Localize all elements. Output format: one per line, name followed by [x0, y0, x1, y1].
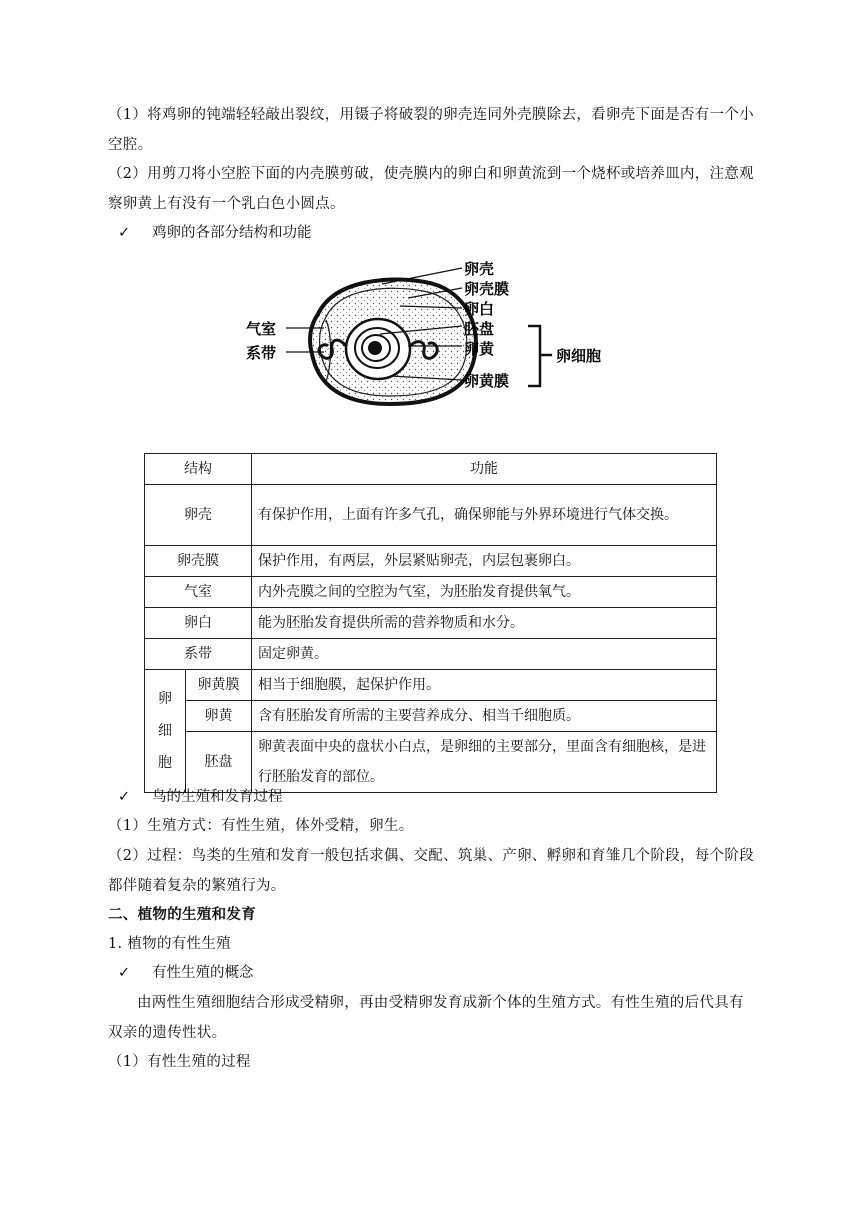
check-icon: ✓ — [118, 789, 131, 805]
cell-structure: 卵壳膜 — [145, 546, 252, 577]
cell-structure: 卵黄 — [186, 701, 252, 732]
header-structure: 结构 — [145, 454, 252, 485]
label-shell: 卵壳 — [464, 260, 495, 278]
cell-function: 有保护作用，上面有许多气孔，确保卵能与外界环境进行气体交换。 — [252, 485, 717, 546]
table-header-row — [145, 454, 717, 485]
structure-function-table — [144, 453, 717, 793]
group-char: 胞 — [158, 755, 172, 771]
table-row — [145, 670, 717, 701]
cell-structure: 胚盘 — [186, 732, 252, 793]
table-row — [145, 639, 717, 670]
label-egg-cell: 卵细胞 — [556, 347, 602, 365]
cell-structure: 卵壳 — [145, 485, 252, 546]
bullet-label: 鸡卵的各部分结构和功能 — [152, 225, 312, 241]
label-shell-membrane: 卵壳膜 — [464, 280, 510, 298]
check-icon: ✓ — [118, 965, 131, 981]
group-char: 细 — [158, 723, 172, 739]
cell-structure: 卵白 — [145, 608, 252, 639]
cell-function: 卵黄表面中央的盘状小白点，是卵细的主要部分，里面含有细胞核，是进行胚胎发育的部位。 — [252, 732, 717, 793]
table-row — [145, 577, 717, 608]
bullet-label: 鸟的生殖和发育过程 — [152, 789, 283, 805]
subheading: 1. 植物的有性生殖 — [108, 936, 231, 952]
egg-cell-bracket — [528, 326, 552, 386]
cell-function: 固定卵黄。 — [252, 639, 717, 670]
group-char: 卵 — [158, 691, 172, 707]
label-germinal-disc: 胚盘 — [464, 320, 495, 338]
bullet-bird-reproduction — [118, 782, 283, 812]
label-yolk-membrane: 卵黄膜 — [464, 372, 510, 390]
cell-structure: 系带 — [145, 639, 252, 670]
paragraph-step-1: （1）将鸡卵的钝端轻轻敲出裂纹，用镊子将破裂的卵壳连同外壳膜除去，看卵壳下面是否有一个小空腔。 — [108, 107, 754, 153]
table-row — [145, 608, 717, 639]
cell-structure: 卵黄膜 — [186, 670, 252, 701]
paragraph-process-title: （1）有性生殖的过程 — [108, 1054, 251, 1070]
check-icon: ✓ — [118, 225, 131, 241]
cell-function: 相当于细胞膜，起保护作用。 — [252, 670, 717, 701]
paragraph-reproduction-mode: （1）生殖方式：有性生殖，体外受精，卵生。 — [108, 818, 414, 834]
label-yolk: 卵黄 — [464, 340, 495, 358]
paragraph-step-2: （2）用剪刀将小空腔下面的内壳膜剪破，使壳膜内的卵白和卵黄流到一个烧杯或培养皿内，注意观察卵黄上有没有一个乳白色小圆点。 — [108, 166, 754, 212]
table-row — [145, 546, 717, 577]
bullet-sexual-reproduction — [118, 958, 254, 988]
cell-function: 能为胚胎发育提供所需的营养物质和水分。 — [252, 608, 717, 639]
label-chalaza: 系带 — [246, 344, 277, 362]
paragraph-process: （2）过程：鸟类的生殖和发育一般包括求偶、交配、筑巢、产卵、孵卵和育雏几个阶段，每个阶段都伴随着复杂的繁殖行为。 — [108, 848, 754, 894]
cell-function: 保护作用，有两层，外层紧贴卵壳，内层包裹卵白。 — [252, 546, 717, 577]
cell-function: 含有胚胎发育所需的主要营养成分、相当千细胞质。 — [252, 701, 717, 732]
cell-function: 内外壳膜之间的空腔为气室，为胚胎发育提供氧气。 — [252, 577, 717, 608]
table-row — [145, 701, 717, 732]
section-heading: 二、植物的生殖和发育 — [108, 907, 256, 923]
bullet-label: 有性生殖的概念 — [152, 965, 254, 981]
header-function: 功能 — [252, 454, 717, 485]
label-albumen: 卵白 — [464, 300, 495, 318]
table-row — [145, 485, 717, 546]
label-air-cell: 气室 — [246, 320, 277, 338]
egg-structure-diagram — [240, 254, 640, 414]
cell-structure: 气室 — [145, 577, 252, 608]
bullet-egg-structure — [118, 218, 312, 248]
paragraph-definition: 由两性生殖细胞结合形成受精卵，再由受精卵发育成新个体的生殖方式。有性生殖的后代具有双亲的遗传性状。 — [108, 995, 744, 1041]
cell-egg-cell-group — [145, 670, 186, 793]
